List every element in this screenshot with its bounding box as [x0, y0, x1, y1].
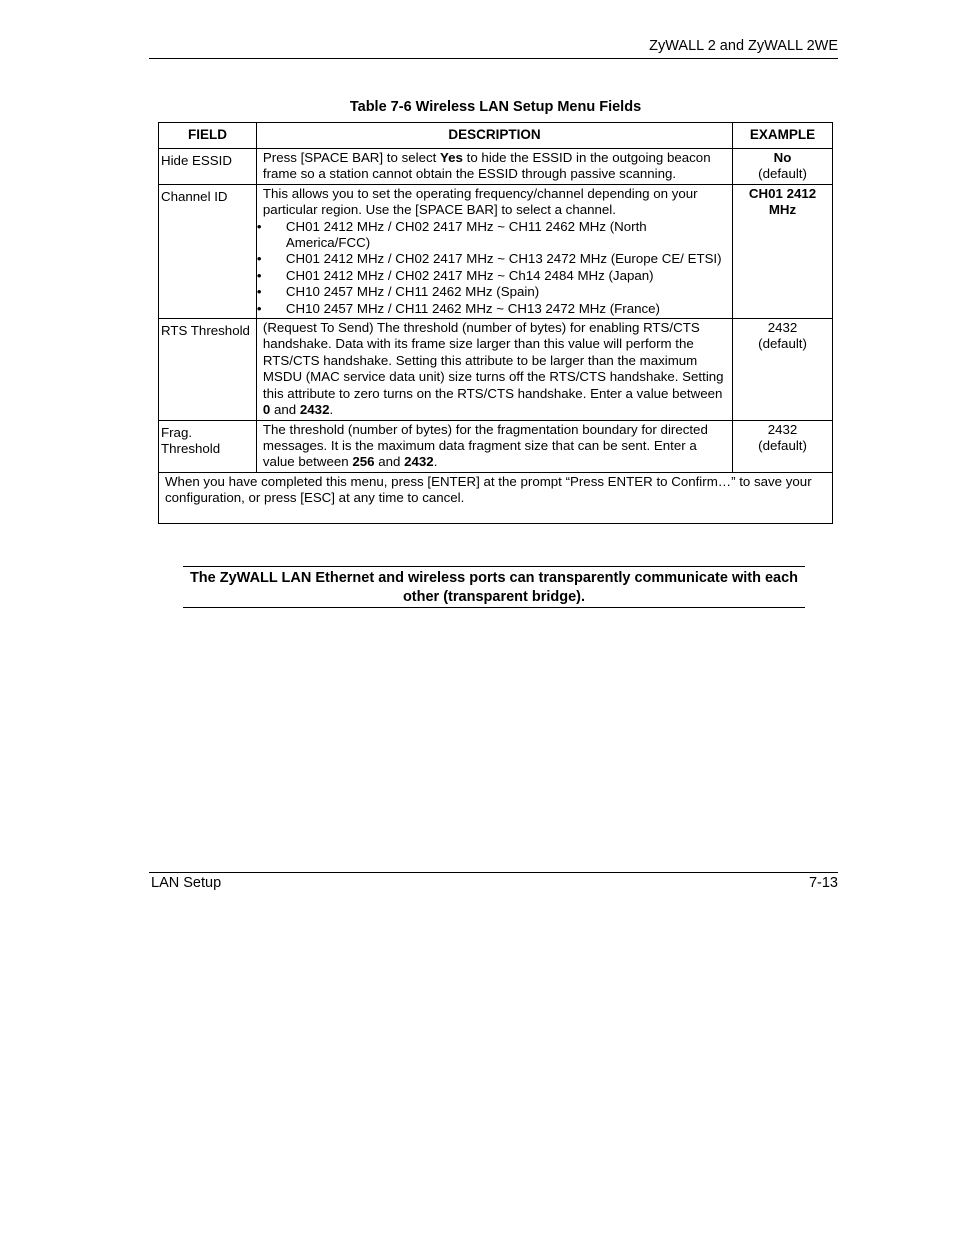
page-number: 7-13	[808, 875, 838, 891]
table-footer-row	[159, 472, 833, 523]
channel-list	[256, 218, 728, 317]
table-row	[159, 184, 833, 318]
example-value: 2432	[767, 421, 798, 437]
table-caption: Table 7-6 Wireless LAN Setup Menu Fields	[349, 99, 642, 115]
column-header-field: FIELD	[159, 123, 257, 149]
table-row	[159, 420, 833, 472]
column-header-description: DESCRIPTION	[256, 123, 732, 149]
bullet-icon: •	[256, 300, 262, 316]
field-example	[733, 184, 833, 318]
field-description: (Request To Send) The threshold (number of bytes) for enabling RTS/CTS handshake. Data with its frame size larger than this value will perform the RTS/CTS handshake. Setting this attribute to be larger than the maximum MSDU (MAC service data unit) size turns off the RTS/CTS handshake. Setting this attribute to zero turns on the RTS/CTS handshake. Enter a value between 0 and 2432.	[256, 319, 732, 420]
example-value: 2432	[767, 320, 798, 336]
footer-rule	[149, 872, 838, 873]
bullet-icon: •	[256, 251, 262, 267]
list-item: • CH01 2412 MHz / CH02 2417 MHz ~ CH13 2472 MHz (Europe CE/ ETSI)	[256, 251, 722, 267]
field-name: Channel ID	[159, 184, 257, 318]
list-item: • CH10 2457 MHz / CH11 2462 MHz ~ CH13 2472 MHz (France)	[256, 300, 660, 316]
header-rule	[149, 58, 838, 59]
bullet-icon: •	[256, 284, 262, 300]
example-note: (default)	[758, 166, 807, 182]
list-item: • CH01 2412 MHz / CH02 2417 MHz ~ Ch14 2484 MHz (Japan)	[256, 267, 654, 283]
table-footer-note: When you have completed this menu, press [ENTER] at the prompt “Press ENTER to Confirm…” to save your configuration, or press [ESC] at any time to cancel.	[159, 472, 833, 523]
wireless-lan-fields-table	[158, 122, 833, 524]
field-name: Hide ESSID	[159, 149, 257, 185]
example-note: (default)	[758, 437, 807, 453]
table-header-row	[159, 123, 833, 149]
example-note: (default)	[758, 336, 807, 352]
example-value: No	[773, 150, 792, 165]
note-box: The ZyWALL LAN Ethernet and wireless ports can transparently communicate with each other (transparent bridge).	[183, 566, 805, 608]
field-example	[733, 420, 833, 472]
table-row	[159, 149, 833, 185]
list-item: • CH10 2457 MHz / CH11 2462 MHz (Spain)	[256, 284, 540, 300]
table-row	[159, 319, 833, 420]
field-description	[256, 184, 732, 318]
column-header-example: EXAMPLE	[733, 123, 833, 149]
field-description: The threshold (number of bytes) for the fragmentation boundary for directed messages. It is the maximum data fragment size that can be sent. Enter a value between 256 and 2432.	[256, 420, 732, 472]
field-example	[733, 149, 833, 185]
description-intro: This allows you to set the operating frequency/channel depending on your particular region. Use the [SPACE BAR] to select a channel.	[262, 185, 698, 218]
field-name: Frag. Threshold	[159, 420, 257, 472]
footer-section: LAN Setup	[151, 875, 222, 891]
bullet-icon: •	[256, 218, 262, 234]
field-name: RTS Threshold	[159, 319, 257, 420]
field-description: Press [SPACE BAR] to select Yes to hide the ESSID in the outgoing beacon frame so a station cannot obtain the ESSID through passive scanning.	[256, 149, 732, 185]
running-header: ZyWALL 2 and ZyWALL 2WE	[649, 38, 838, 54]
field-example	[733, 319, 833, 420]
example-value: CH01 2412 MHz	[748, 185, 817, 218]
list-item: • CH01 2412 MHz / CH02 2417 MHz ~ CH11 2462 MHz (North America/FCC)	[256, 218, 647, 251]
bullet-icon: •	[256, 267, 262, 283]
